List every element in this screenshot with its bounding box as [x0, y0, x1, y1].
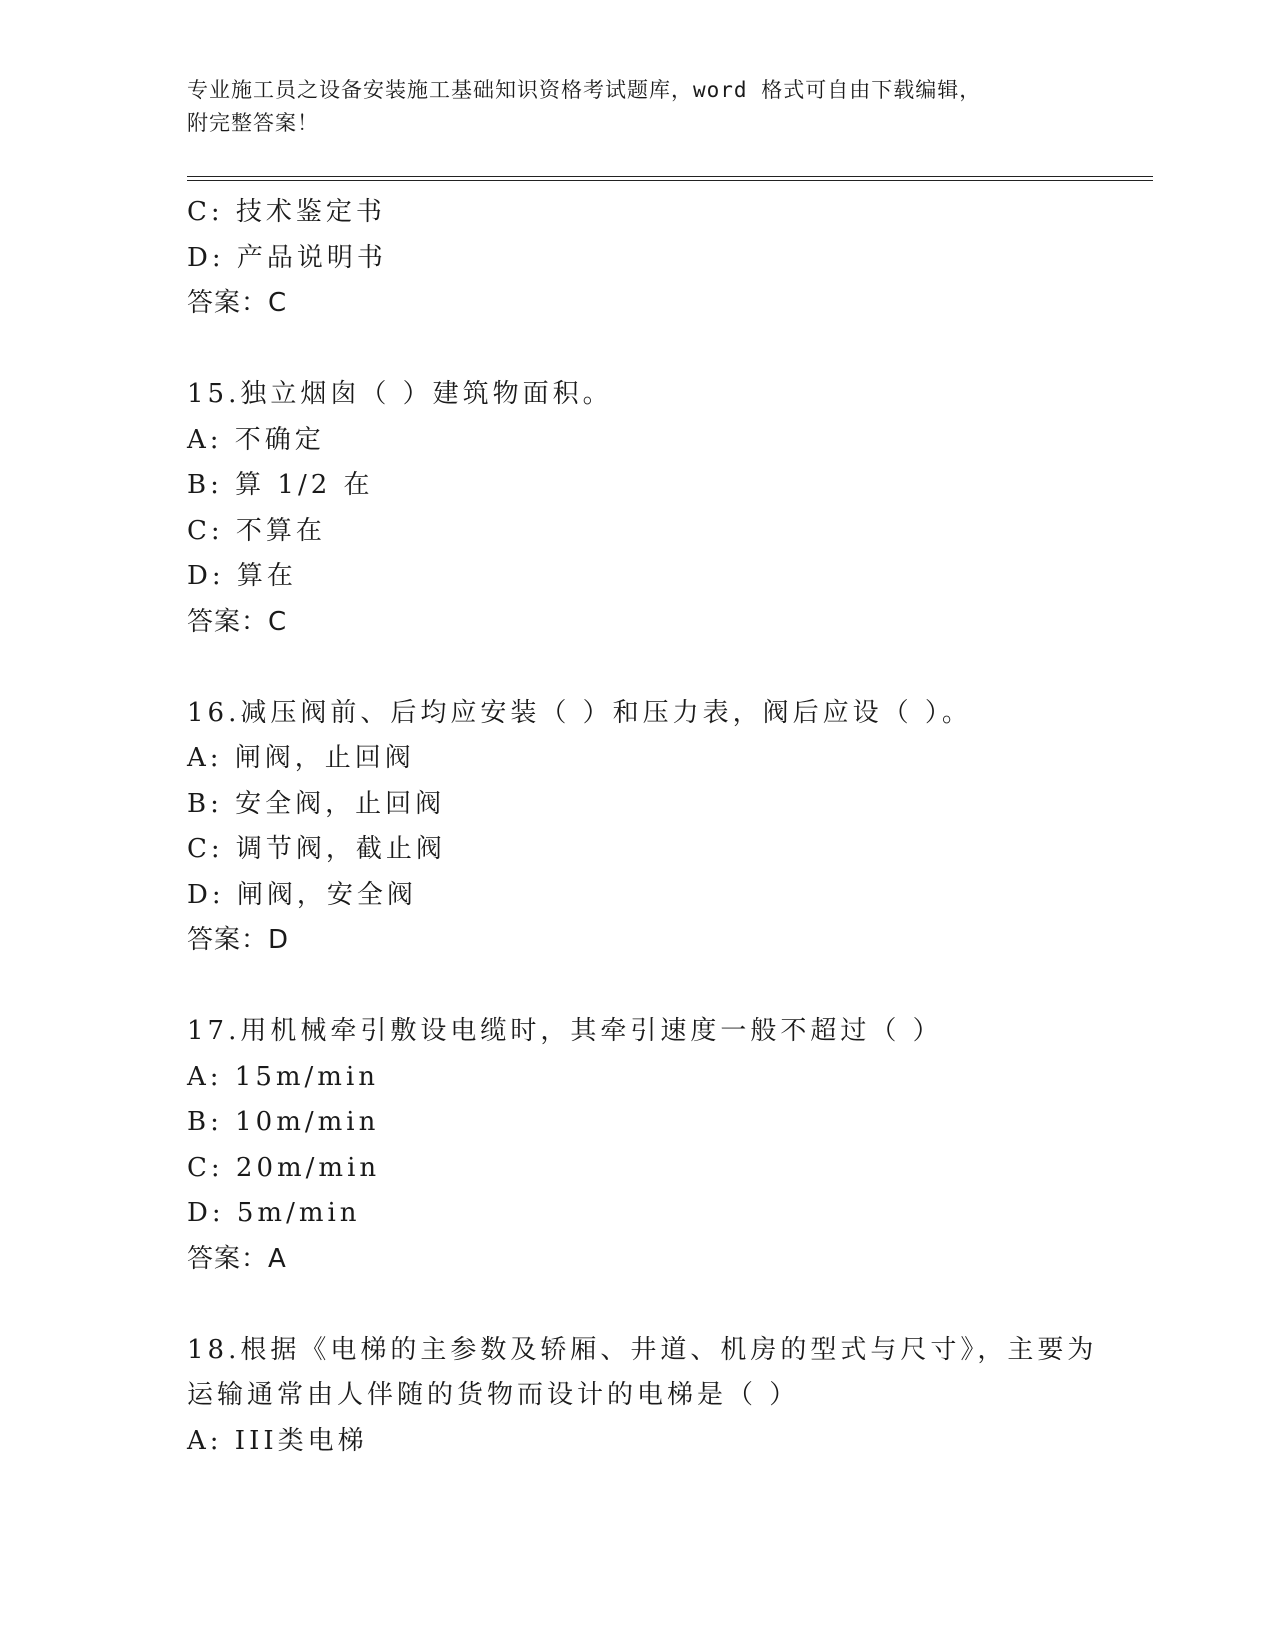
- option-d: D: 算在: [187, 561, 297, 591]
- option-a: A: 闸阀，止回阀: [187, 743, 415, 773]
- answer-line: 答案：D: [187, 925, 290, 955]
- question-stem: 16.减压阀前、后均应安装（ ）和压力表，阀后应设（ ）。: [187, 697, 972, 728]
- option-c: C: 不算在: [187, 515, 326, 546]
- page-header: [187, 74, 1067, 140]
- question-16: [187, 691, 1107, 964]
- option-a: A: 不确定: [187, 424, 325, 455]
- question-17: [187, 1009, 1107, 1282]
- option-c: C: 技术鉴定书: [187, 197, 386, 227]
- question-stem-line-2: 运输通常由人伴随的货物而设计的电梯是（ ）: [187, 1380, 800, 1410]
- question-stem-line-1: 18.根据《电梯的主参数及轿厢、井道、机房的型式与尺寸》，主要为: [187, 1334, 1098, 1365]
- question-14-continuation: [187, 190, 1107, 327]
- header-title-line-1: 专业施工员之设备安装施工基础知识资格考试题库，word 格式可自由下载编辑，: [187, 78, 982, 102]
- question-18: [187, 1328, 1107, 1465]
- answer-line: 答案：A: [187, 1243, 287, 1274]
- question-list: [187, 190, 1107, 1464]
- option-b: B: 算 1/2 在: [187, 470, 374, 500]
- option-a: A: III类电梯: [187, 1425, 368, 1456]
- answer-line: 答案：C: [187, 606, 288, 637]
- option-a: A: 15m/min: [187, 1061, 380, 1092]
- question-15: [187, 372, 1107, 645]
- spacer: [187, 1282, 1107, 1328]
- spacer: [187, 327, 1107, 373]
- header-title-line-2: 附完整答案！: [187, 111, 319, 135]
- spacer: [187, 645, 1107, 691]
- answer-line: 答案：C: [187, 288, 288, 318]
- question-stem: 15.独立烟囱（ ）建筑物面积。: [187, 379, 613, 409]
- option-d: D: 5m/min: [187, 1198, 361, 1228]
- option-b: B: 10m/min: [187, 1107, 380, 1137]
- question-stem: 17.用机械牵引敷设电缆时，其牵引速度一般不超过（ ）: [187, 1016, 943, 1046]
- option-c: C: 20m/min: [187, 1152, 381, 1183]
- option-d: D: 闸阀，安全阀: [187, 879, 417, 910]
- option-d: D: 产品说明书: [187, 242, 387, 273]
- option-b: B: 安全阀，止回阀: [187, 788, 446, 819]
- spacer: [187, 964, 1107, 1010]
- header-divider: [187, 176, 1153, 181]
- option-c: C: 调节阀，截止阀: [187, 834, 446, 864]
